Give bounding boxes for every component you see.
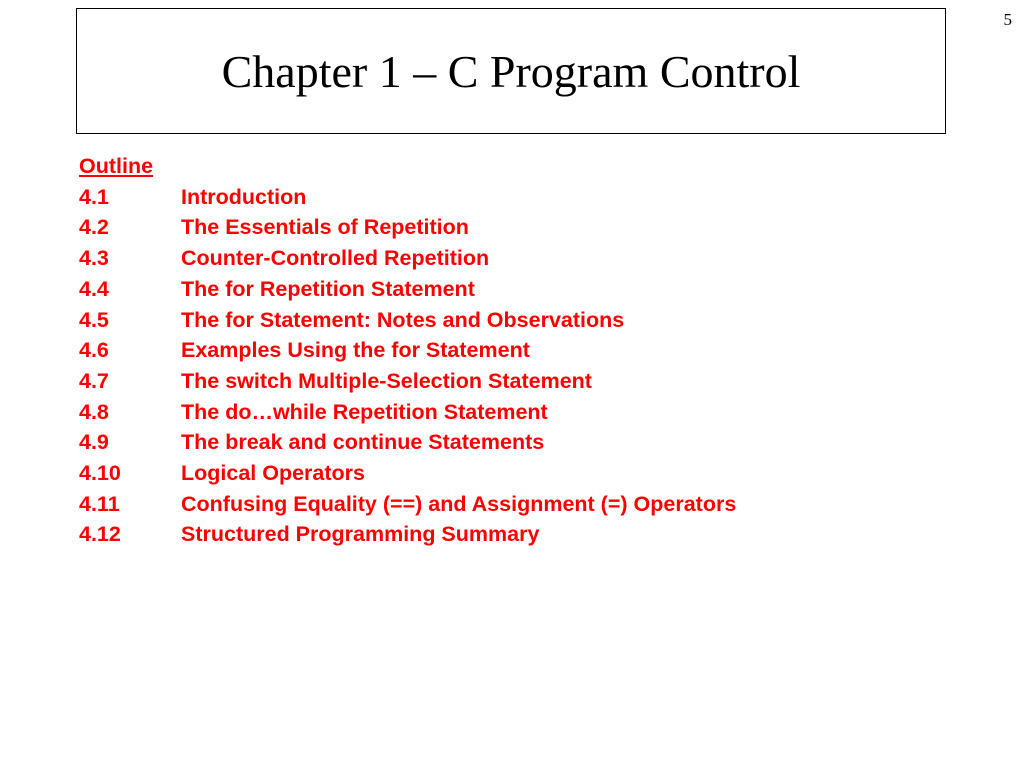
outline-item	[79, 305, 736, 336]
outline-item	[79, 427, 736, 458]
outline-item-text: The break and continue Statements	[181, 430, 545, 455]
outline-item-text: The for Repetition Statement	[181, 276, 475, 301]
outline-item-number: 4.12	[79, 522, 121, 547]
outline-item-text: Examples Using the for Statement	[181, 338, 530, 363]
outline-item-number: 4.7	[79, 368, 109, 393]
outline-item-text: Confusing Equality (==) and Assignment (=) Operators	[181, 491, 737, 516]
outline-item	[79, 366, 736, 397]
outline-item	[79, 212, 736, 243]
outline-item	[79, 519, 736, 550]
outline-item-number: 4.8	[79, 399, 109, 424]
outline-item-text: The Essentials of Repetition	[181, 215, 469, 240]
outline-item-text: Structured Programming Summary	[181, 522, 540, 547]
outline-item-number: 4.9	[79, 430, 109, 455]
outline-item	[79, 335, 736, 366]
outline-item-number: 4.3	[79, 246, 109, 271]
outline-item-number: 4.10	[79, 461, 121, 486]
outline-item-number: 4.11	[79, 491, 120, 516]
page-number: 5	[1003, 10, 1012, 29]
outline-item-text: Introduction	[181, 184, 307, 209]
outline-item-text: The switch Multiple-Selection Statement	[181, 368, 592, 393]
outline-item-number: 4.2	[79, 215, 109, 240]
outline-item-text: The for Statement: Notes and Observations	[181, 307, 625, 332]
outline-item	[79, 397, 736, 428]
outline-item	[79, 182, 736, 213]
outline-item-number: 4.4	[79, 276, 109, 301]
outline-item-text: Counter-Controlled Repetition	[181, 246, 490, 271]
slide-title: Chapter 1 – C Program Control	[221, 45, 801, 97]
outline-item-number: 4.1	[79, 184, 109, 209]
outline-item-text: The do…while Repetition Statement	[181, 399, 548, 424]
outline-item	[79, 274, 736, 305]
outline-heading: Outline	[79, 154, 154, 178]
outline-item-number: 4.6	[79, 338, 109, 363]
outline-item	[79, 489, 736, 520]
title-box	[76, 8, 946, 134]
outline-item	[79, 243, 736, 274]
outline	[79, 151, 736, 550]
outline-item-number: 4.5	[79, 307, 109, 332]
outline-item-text: Logical Operators	[181, 461, 365, 486]
outline-item	[79, 458, 736, 489]
